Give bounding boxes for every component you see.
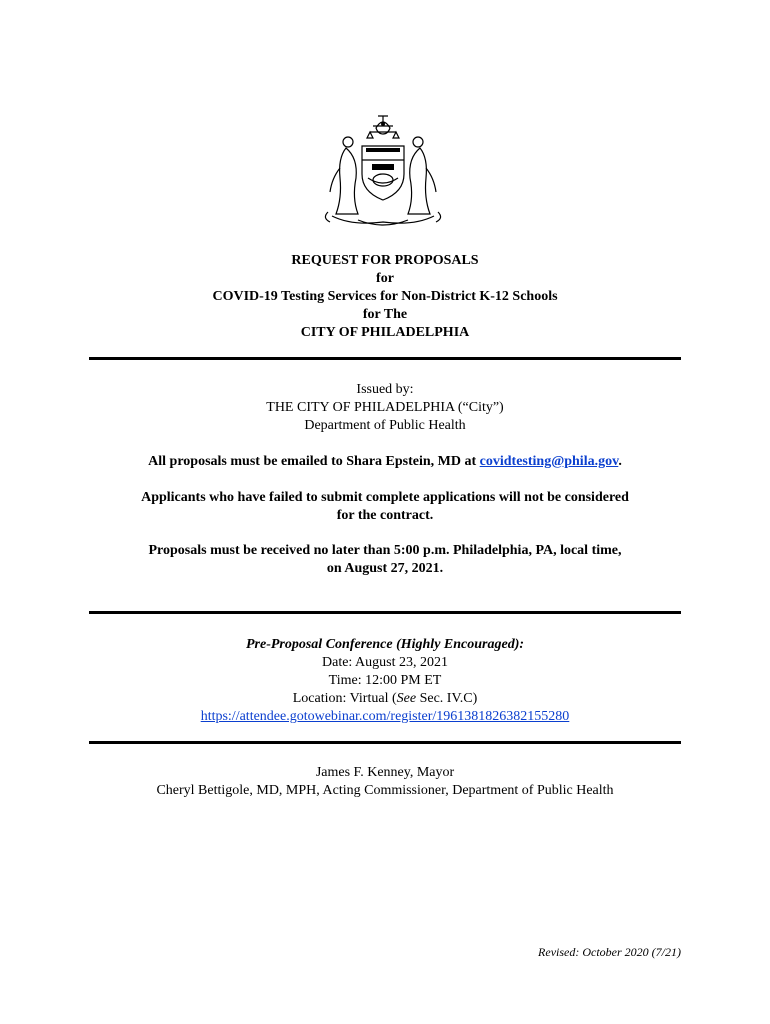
divider-1	[89, 357, 681, 360]
title-block	[0, 252, 770, 342]
commissioner-name: Cheryl Bettigole, MD, MPH, Acting Commissioner, Department of Public Health	[156, 783, 614, 798]
applicants-line-2: for the contract.	[336, 508, 434, 523]
conference-heading: Pre-Proposal Conference (Highly Encouraged):	[245, 637, 525, 652]
issued-label: Issued by:	[356, 382, 414, 397]
webinar-registration-link[interactable]: https://attendee.gotowebinar.com/register/1961381826382155280	[200, 709, 570, 724]
conference-time: Time: 12:00 PM ET	[328, 673, 442, 688]
email-instruction-text: All proposals must be emailed to Shara Epstein, MD at	[148, 454, 480, 469]
conference-block	[0, 636, 770, 726]
email-instruction-suffix: .	[618, 454, 622, 469]
divider-2	[89, 611, 681, 614]
rfp-title: REQUEST FOR PROPOSALS	[291, 253, 479, 268]
officials-block	[0, 764, 770, 800]
divider-3	[89, 741, 681, 744]
applicants-notice	[0, 489, 770, 525]
applicants-line-1: Applicants who have failed to submit complete applications will not be considered	[141, 490, 629, 505]
revision-note: Revised: October 2020 (7/21)	[538, 945, 681, 959]
deadline-line-1: Proposals must be received no later than 5:00 p.m. Philadelphia, PA, local time,	[148, 543, 622, 558]
conference-location: Location: Virtual (See Sec. IV.C)	[292, 691, 478, 706]
issuing-dept: Department of Public Health	[304, 418, 466, 433]
city-seal-logo	[318, 108, 448, 232]
email-instruction	[0, 453, 770, 471]
rfp-for-the-line: for The	[362, 307, 408, 322]
issued-block	[0, 381, 770, 435]
deadline-line-2: on August 27, 2021.	[326, 561, 444, 576]
rfp-subject: COVID-19 Testing Services for Non-District K-12 Schools	[212, 289, 558, 304]
rfp-city: CITY OF PHILADELPHIA	[300, 325, 470, 340]
mayor-name: James F. Kenney, Mayor	[315, 765, 455, 780]
issuing-org: THE CITY OF PHILADELPHIA (“City”)	[266, 400, 504, 415]
rfp-for-line: for	[376, 271, 394, 286]
conference-date: Date: August 23, 2021	[322, 655, 448, 670]
deadline-notice	[0, 542, 770, 578]
email-link[interactable]: covidtesting@phila.gov	[479, 454, 619, 469]
